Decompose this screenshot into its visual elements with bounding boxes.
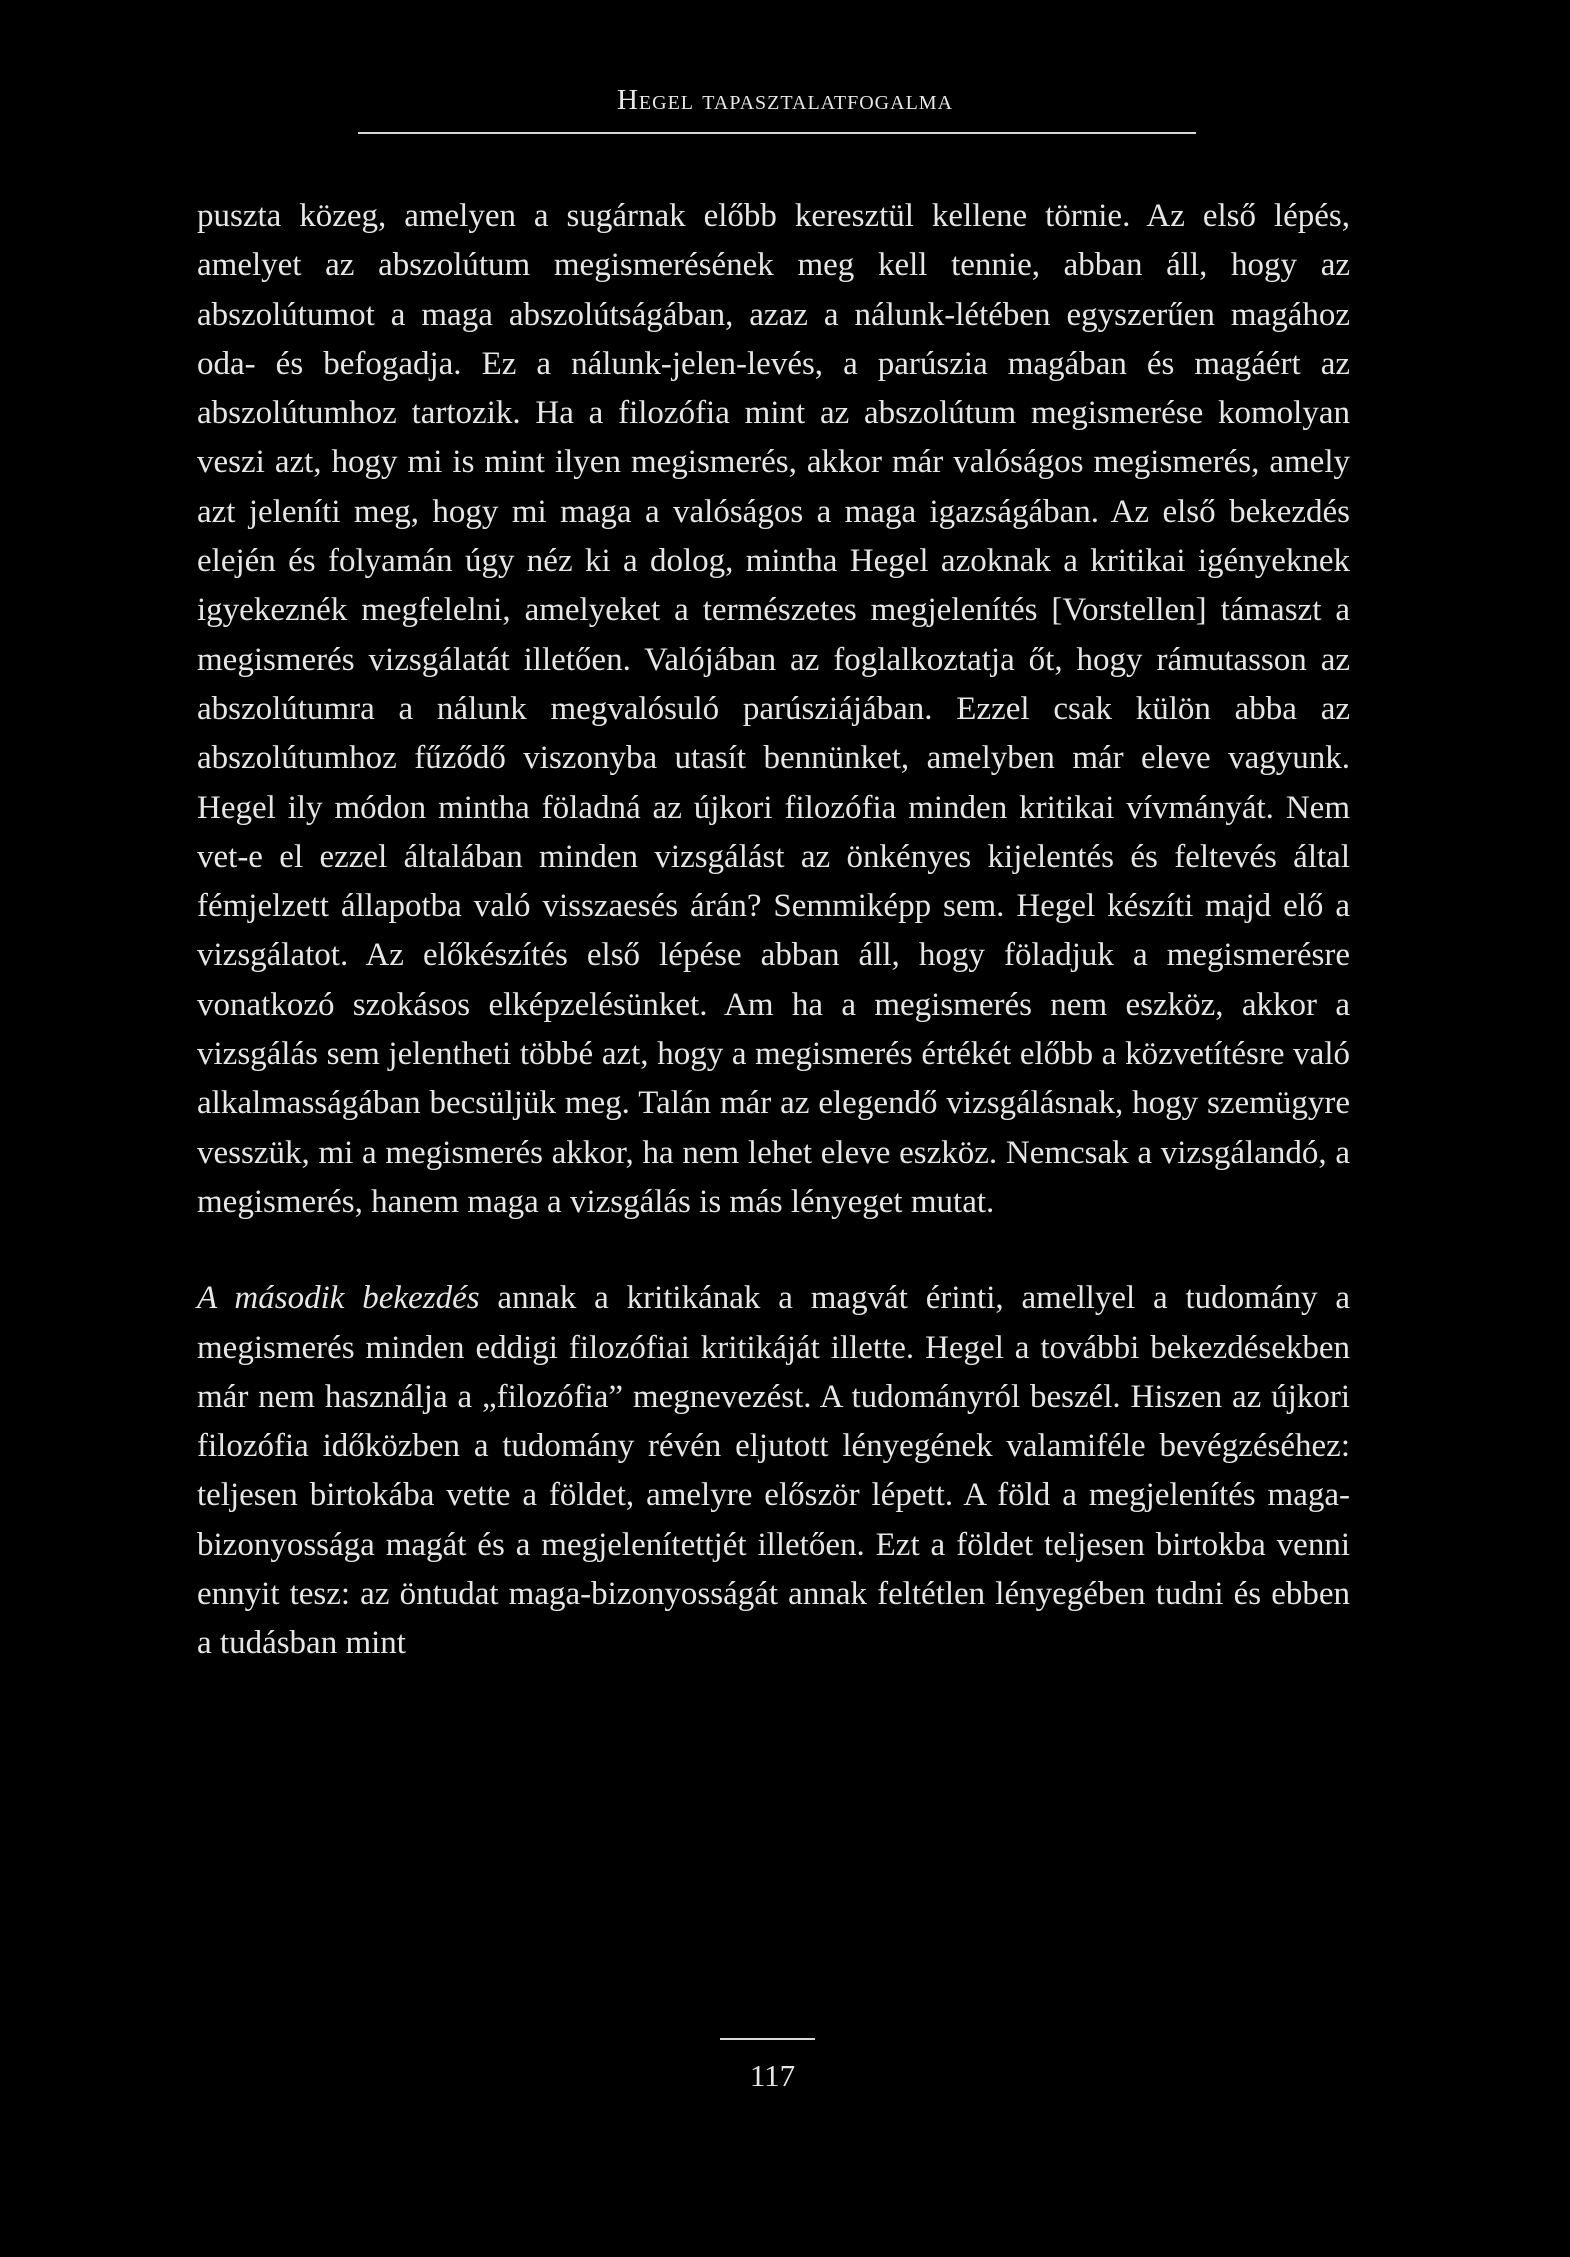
header-rule bbox=[358, 132, 1196, 134]
footer-rule bbox=[720, 2038, 815, 2040]
paragraph-1: puszta közeg, amelyen a sugárnak előbb keresztül kellene törnie. Az első lépés, amelyet az abszolútum megismerésének meg kell tennie, abban áll, hogy az abszolútumot a maga abszolútságában, azaz a nálunk-létében egyszerűen magához oda- és befogadja. Ez a nálunk-jelen-levés, a parúszia magában és magáért az abszolútumhoz tartozik. Ha a filozófia mint az abszolútum megismerése komolyan veszi azt, hogy mi is mint ilyen megismerés, akkor már valóságos megismerés, amely azt jeleníti meg, hogy mi maga a valóságos a maga igazságában. Az első bekezdés elején és folyamán úgy néz ki a dolog, mintha Hegel azoknak a kritikai igényeknek igyekeznék megfelelni, amelyeket a természetes megjelenítés [Vorstellen] támaszt a megismerés vizsgálatát illetően. Valójában az foglalkoztatja őt, hogy rámutasson az abszolútumra a nálunk megvalósuló parúsziájában. Ezzel csak külön abba az abszolútumhoz fűződő viszonyba utasít bennünket, amelyben már eleve vagyunk. Hegel ily módon mintha föladná az újkori filozófia minden kritikai vívmányát. Nem vet-e el ezzel általában minden vizsgálást az önkényes kijelentés és feltevés által fémjelzett állapotba való visszaesés árán? Semmiképp sem. Hegel készíti majd elő a vizsgálatot. Az előkészítés első lépése abban áll, hogy föladjuk a megismerésre vonatkozó szokásos elképzelésünket. Am ha a megismerés nem eszköz, akkor a vizsgálás sem jelentheti többé azt, hogy a megismerés értékét előbb a közvetítésre való alkalmasságában becsüljük meg. Talán már az elegendő vizsgálásnak, hogy szemügyre vesszük, mi a megismerés akkor, ha nem lehet eleve eszköz. Nemcsak a vizsgálandó, a megismerés, hanem maga a vizsgálás is más lényeget mutat. bbox=[197, 198, 1350, 1220]
paragraph-2-text: annak a kritikának a magvát érinti, amellyel a tudomány a megismerés minden eddigi filozófiai kritikáját illette. Hegel a további bekezdésekben már nem használja a „filozófia” megnevezést. A tudományról beszél. Hiszen az újkori filozófia időközben a tudomány révén eljutott lényegének valamiféle bevégzéséhez: teljesen birtokába vette a földet, amelyre először lépett. A föld a megjelenítés maga-bizonyossága magát és a megjelenítettjét illetően. Ezt a földet teljesen birtokba venni ennyit tesz: az öntudat maga-bizonyosságát annak feltétlen lényegében tudni és ebben a tudásban mint bbox=[197, 1280, 1350, 1662]
body-text bbox=[197, 192, 1350, 1669]
running-title: Hegel tapasztalatfogalma bbox=[616, 84, 954, 116]
paragraph-2 bbox=[197, 1274, 1350, 1668]
paragraph-2-italic-lead: A második bekezdés bbox=[197, 1280, 480, 1317]
page-number: 117 bbox=[749, 2058, 796, 2093]
